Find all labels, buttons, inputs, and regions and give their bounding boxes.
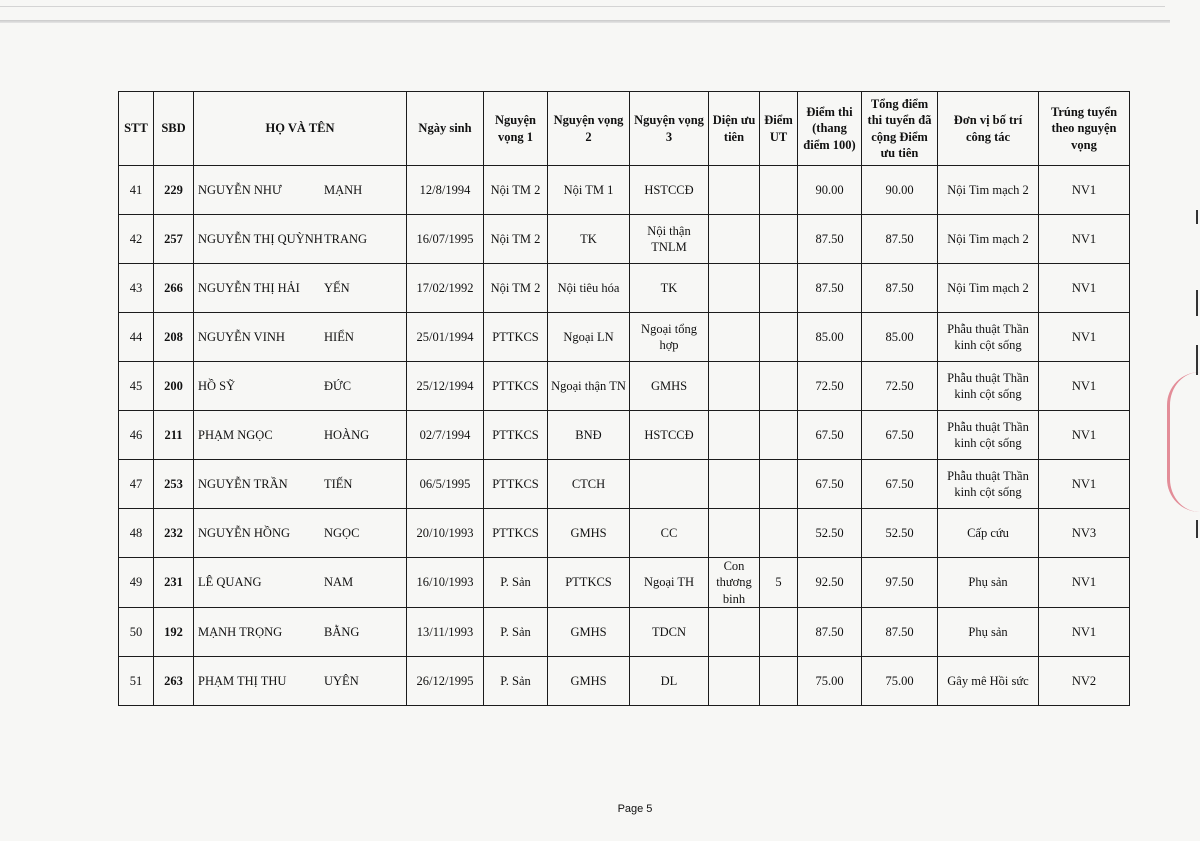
table-body <box>119 166 1130 706</box>
cell-nv2: Nội tiêu hóa <box>548 264 630 313</box>
edge-mark <box>1196 290 1198 316</box>
header-nv1: Nguyện vọng 1 <box>484 92 548 166</box>
cell-birth: 17/02/1992 <box>407 264 484 313</box>
page-number: Page 5 <box>617 803 653 815</box>
cell-sbd: 208 <box>154 313 194 362</box>
cell-nv1: P. Sản <box>484 656 548 705</box>
cell-exam-score: 85.00 <box>798 313 862 362</box>
header-unit: Đơn vị bố trí công tác <box>938 92 1039 166</box>
cell-full-name <box>194 509 407 558</box>
cell-total-score: 87.50 <box>862 607 938 656</box>
table-row <box>119 460 1130 509</box>
cell-nv1: PTTKCS <box>484 313 548 362</box>
cell-full-name <box>194 607 407 656</box>
cell-priority-points <box>760 166 798 215</box>
family-name: LÊ QUANG <box>198 575 262 590</box>
cell-stt: 44 <box>119 313 154 362</box>
cell-unit: Nội Tim mạch 2 <box>938 215 1039 264</box>
header-stt: STT <box>119 92 154 166</box>
cell-full-name <box>194 656 407 705</box>
family-name: MẠNH TRỌNG <box>198 624 283 639</box>
family-name: PHẠM NGỌC <box>198 427 273 442</box>
given-name: NAM <box>324 575 354 590</box>
cell-exam-score: 67.50 <box>798 460 862 509</box>
table-row <box>119 509 1130 558</box>
table-row <box>119 607 1130 656</box>
cell-full-name <box>194 215 407 264</box>
given-name: NGỌC <box>324 525 360 540</box>
cell-priority-points: 5 <box>760 558 798 608</box>
cell-priority-group <box>709 215 760 264</box>
given-name: MẠNH <box>324 182 363 197</box>
header-name: HỌ VÀ TÊN <box>194 92 407 166</box>
cell-admitted-by: NV1 <box>1039 166 1130 215</box>
family-name: HỒ SỸ <box>198 378 236 393</box>
table-row <box>119 264 1130 313</box>
cell-full-name <box>194 362 407 411</box>
cell-full-name <box>194 264 407 313</box>
cell-total-score: 85.00 <box>862 313 938 362</box>
cell-admitted-by: NV2 <box>1039 656 1130 705</box>
cell-full-name <box>194 558 407 608</box>
cell-birth: 20/10/1993 <box>407 509 484 558</box>
cell-admitted-by: NV1 <box>1039 264 1130 313</box>
cell-sbd: 229 <box>154 166 194 215</box>
cell-nv1: PTTKCS <box>484 509 548 558</box>
family-name: NGUYỄN THỊ HẢI <box>198 280 300 295</box>
cell-nv2: TK <box>548 215 630 264</box>
cell-total-score: 87.50 <box>862 215 938 264</box>
table-row <box>119 215 1130 264</box>
family-name: PHẠM THỊ THU <box>198 673 287 688</box>
cell-nv1: PTTKCS <box>484 411 548 460</box>
cell-unit: Phẫu thuật Thần kinh cột sống <box>938 460 1039 509</box>
family-name: NGUYỄN TRẦN <box>198 476 288 491</box>
cell-nv2: BNĐ <box>548 411 630 460</box>
cell-priority-group: Con thương binh <box>709 558 760 608</box>
cell-priority-group <box>709 607 760 656</box>
cell-nv1: Nội TM 2 <box>484 264 548 313</box>
cell-stt: 49 <box>119 558 154 608</box>
header-priority-points: Điểm UT <box>760 92 798 166</box>
cell-full-name <box>194 411 407 460</box>
cell-nv1: PTTKCS <box>484 460 548 509</box>
header-admitted-by: Trúng tuyển theo nguyện vọng <box>1039 92 1130 166</box>
cell-admitted-by: NV1 <box>1039 313 1130 362</box>
cell-priority-points <box>760 264 798 313</box>
edge-mark <box>1196 520 1198 538</box>
cell-nv2: PTTKCS <box>548 558 630 608</box>
cell-sbd: 257 <box>154 215 194 264</box>
cell-sbd: 211 <box>154 411 194 460</box>
cell-birth: 02/7/1994 <box>407 411 484 460</box>
header-total-score: Tổng điểm thi tuyển đã cộng Điểm ưu tiên <box>862 92 938 166</box>
cell-stt: 46 <box>119 411 154 460</box>
cell-nv1: Nội TM 2 <box>484 215 548 264</box>
header-priority-group: Diện ưu tiên <box>709 92 760 166</box>
header-sbd: SBD <box>154 92 194 166</box>
cell-exam-score: 72.50 <box>798 362 862 411</box>
cell-sbd: 266 <box>154 264 194 313</box>
cell-nv3: Ngoại TH <box>630 558 709 608</box>
cell-priority-group <box>709 656 760 705</box>
header-nv3: Nguyện vọng 3 <box>630 92 709 166</box>
cell-priority-points <box>760 313 798 362</box>
cell-priority-group <box>709 509 760 558</box>
cell-priority-points <box>760 509 798 558</box>
cell-birth: 25/12/1994 <box>407 362 484 411</box>
cell-priority-points <box>760 460 798 509</box>
table-row <box>119 558 1130 608</box>
cell-nv3: Ngoại tổng hợp <box>630 313 709 362</box>
cell-total-score: 67.50 <box>862 411 938 460</box>
cell-nv3 <box>630 460 709 509</box>
cell-nv2: CTCH <box>548 460 630 509</box>
cell-birth: 16/07/1995 <box>407 215 484 264</box>
cell-stt: 41 <box>119 166 154 215</box>
cell-sbd: 192 <box>154 607 194 656</box>
cell-full-name <box>194 166 407 215</box>
cell-nv2: Ngoại thận TN <box>548 362 630 411</box>
cell-nv3: CC <box>630 509 709 558</box>
given-name: TRANG <box>324 231 368 246</box>
cell-nv3: HSTCCĐ <box>630 166 709 215</box>
cell-admitted-by: NV1 <box>1039 607 1130 656</box>
cell-nv3: TDCN <box>630 607 709 656</box>
cell-birth: 06/5/1995 <box>407 460 484 509</box>
cell-sbd: 253 <box>154 460 194 509</box>
cell-admitted-by: NV1 <box>1039 460 1130 509</box>
cell-nv1: Nội TM 2 <box>484 166 548 215</box>
cell-priority-points <box>760 411 798 460</box>
edge-mark <box>1196 210 1198 224</box>
cell-birth: 25/01/1994 <box>407 313 484 362</box>
header-nv2: Nguyện vọng 2 <box>548 92 630 166</box>
cell-stt: 43 <box>119 264 154 313</box>
cell-unit: Phẫu thuật Thần kinh cột sống <box>938 411 1039 460</box>
cell-priority-group <box>709 313 760 362</box>
cell-nv2: GMHS <box>548 509 630 558</box>
cell-full-name <box>194 313 407 362</box>
cell-unit: Nội Tim mạch 2 <box>938 166 1039 215</box>
cell-unit: Phẫu thuật Thần kinh cột sống <box>938 362 1039 411</box>
table-row <box>119 313 1130 362</box>
cell-stt: 48 <box>119 509 154 558</box>
cell-admitted-by: NV1 <box>1039 362 1130 411</box>
cell-birth: 26/12/1995 <box>407 656 484 705</box>
table-header-row <box>119 92 1130 166</box>
cell-birth: 13/11/1993 <box>407 607 484 656</box>
cell-birth: 12/8/1994 <box>407 166 484 215</box>
scan-artifact <box>0 6 1165 7</box>
given-name: YẾN <box>324 280 350 295</box>
cell-priority-group <box>709 460 760 509</box>
cell-nv3: GMHS <box>630 362 709 411</box>
cell-exam-score: 87.50 <box>798 264 862 313</box>
cell-exam-score: 75.00 <box>798 656 862 705</box>
cell-unit: Cấp cứu <box>938 509 1039 558</box>
cell-nv3: TK <box>630 264 709 313</box>
table-row <box>119 166 1130 215</box>
family-name: NGUYỄN HỒNG <box>198 525 291 540</box>
given-name: BẰNG <box>324 624 360 639</box>
cell-unit: Phẫu thuật Thần kinh cột sống <box>938 313 1039 362</box>
cell-priority-group <box>709 411 760 460</box>
cell-admitted-by: NV1 <box>1039 558 1130 608</box>
cell-admitted-by: NV3 <box>1039 509 1130 558</box>
cell-nv3: DL <box>630 656 709 705</box>
red-stamp-fragment <box>1167 372 1200 512</box>
scan-artifact <box>0 20 1170 23</box>
cell-nv2: Ngoại LN <box>548 313 630 362</box>
cell-priority-group <box>709 362 760 411</box>
cell-sbd: 231 <box>154 558 194 608</box>
family-name: NGUYỄN THỊ QUỲNH <box>198 231 323 246</box>
cell-sbd: 200 <box>154 362 194 411</box>
cell-total-score: 97.50 <box>862 558 938 608</box>
cell-priority-points <box>760 362 798 411</box>
cell-stt: 47 <box>119 460 154 509</box>
cell-nv2: GMHS <box>548 656 630 705</box>
cell-priority-group <box>709 264 760 313</box>
cell-priority-points <box>760 215 798 264</box>
results-table <box>118 91 1130 706</box>
cell-admitted-by: NV1 <box>1039 411 1130 460</box>
cell-priority-points <box>760 607 798 656</box>
cell-total-score: 72.50 <box>862 362 938 411</box>
cell-birth: 16/10/1993 <box>407 558 484 608</box>
cell-total-score: 90.00 <box>862 166 938 215</box>
cell-total-score: 67.50 <box>862 460 938 509</box>
cell-nv2: Nội TM 1 <box>548 166 630 215</box>
cell-sbd: 263 <box>154 656 194 705</box>
cell-exam-score: 90.00 <box>798 166 862 215</box>
cell-priority-points <box>760 656 798 705</box>
cell-admitted-by: NV1 <box>1039 215 1130 264</box>
cell-total-score: 87.50 <box>862 264 938 313</box>
cell-unit: Phụ sản <box>938 607 1039 656</box>
cell-nv3: HSTCCĐ <box>630 411 709 460</box>
cell-total-score: 52.50 <box>862 509 938 558</box>
cell-exam-score: 87.50 <box>798 215 862 264</box>
given-name: HOÀNG <box>324 427 370 442</box>
cell-nv1: PTTKCS <box>484 362 548 411</box>
family-name: NGUYỄN VINH <box>198 329 285 344</box>
cell-stt: 42 <box>119 215 154 264</box>
cell-exam-score: 67.50 <box>798 411 862 460</box>
given-name: ĐỨC <box>324 378 352 393</box>
table-row <box>119 362 1130 411</box>
cell-stt: 45 <box>119 362 154 411</box>
cell-nv1: P. Sản <box>484 607 548 656</box>
cell-priority-group <box>709 166 760 215</box>
table-row <box>119 411 1130 460</box>
cell-stt: 50 <box>119 607 154 656</box>
given-name: HIỂN <box>324 329 354 344</box>
cell-stt: 51 <box>119 656 154 705</box>
cell-unit: Gây mê Hồi sức <box>938 656 1039 705</box>
cell-unit: Phụ sản <box>938 558 1039 608</box>
given-name: TIẾN <box>324 476 353 491</box>
cell-nv1: P. Sản <box>484 558 548 608</box>
cell-nv3: Nội thận TNLM <box>630 215 709 264</box>
cell-sbd: 232 <box>154 509 194 558</box>
cell-full-name <box>194 460 407 509</box>
header-birth: Ngày sinh <box>407 92 484 166</box>
cell-unit: Nội Tim mạch 2 <box>938 264 1039 313</box>
family-name: NGUYỄN NHƯ <box>198 182 282 197</box>
cell-nv2: GMHS <box>548 607 630 656</box>
header-exam-score: Điểm thi (thang điểm 100) <box>798 92 862 166</box>
cell-exam-score: 92.50 <box>798 558 862 608</box>
given-name: UYÊN <box>324 673 359 688</box>
cell-exam-score: 87.50 <box>798 607 862 656</box>
cell-total-score: 75.00 <box>862 656 938 705</box>
edge-mark <box>1196 345 1198 375</box>
cell-exam-score: 52.50 <box>798 509 862 558</box>
table-row <box>119 656 1130 705</box>
